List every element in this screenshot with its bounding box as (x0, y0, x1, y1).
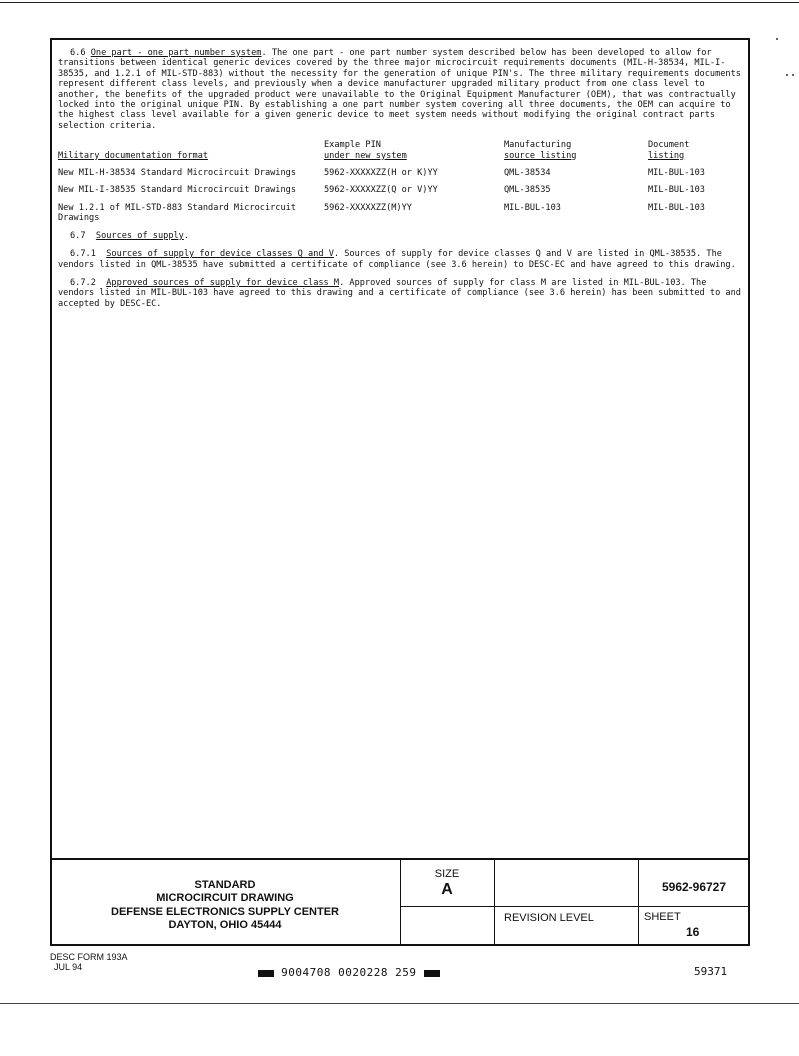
title-agency-name: DEFENSE ELECTRONICS SUPPLY CENTER (111, 906, 339, 918)
section-heading: One part - one part number system (90, 48, 262, 58)
form-name: DESC FORM 193A (50, 952, 128, 962)
cell-pin: 5962-XXXXXZZ(H or K)YY (324, 168, 438, 179)
header-example-pin-line1: Example PIN (324, 140, 381, 151)
cell-pin: 5962-XXXXXZZ(M)YY (324, 202, 412, 213)
cell-pin: 5962-XXXXXZZ(Q or V)YY (324, 185, 438, 196)
top-rule (0, 2, 799, 3)
scan-speck (786, 74, 788, 76)
sheet-number: 16 (686, 925, 700, 939)
title-agency-address: DAYTON, OHIO 45444 (168, 919, 282, 931)
cell-format: New MIL-H-38534 Standard Microcircuit Drawings (58, 168, 296, 179)
frame-number: 59371 (694, 965, 728, 978)
barcode-line (258, 966, 440, 979)
title-microcircuit-drawing: MICROCIRCUIT DRAWING (156, 892, 294, 904)
section-number: 6.6 (70, 48, 86, 58)
cell-doc: MIL-BUL-103 (648, 185, 705, 196)
barcode-text: 9004708 0020228 259 (281, 966, 417, 979)
section-body: . Sources of supply for device classes Q and V are listed in QML-38535. The vendors listed in QML-38535 have submitted a certificate of compliance (see 3.6 herein) to DESC-EC and have agreed to this drawing. (58, 249, 736, 270)
table-row (58, 185, 744, 202)
cell-source: MIL-BUL-103 (504, 202, 561, 213)
title-block-agency (50, 860, 400, 946)
pin-table (58, 140, 744, 230)
header-document-line2: listing (648, 150, 685, 161)
paragraph-6-7 (58, 231, 744, 241)
table-row (58, 168, 744, 185)
section-number: 6.7.1 (70, 249, 96, 260)
scan-speck (792, 74, 794, 76)
header-document-line1: Document (648, 140, 690, 151)
section-heading: Sources of supply (95, 230, 184, 241)
bottom-rule (0, 1003, 799, 1004)
section-end: . (183, 230, 190, 241)
table-row (58, 203, 744, 231)
section-body: . The one part - one part number system described below has been developed to allow for transitions between identical generic devices covered by the three major microcircuit requirements documents (MIL-H-38534, MIL-I-38535, and 1.2.1 of MIL-STD-883) without the necessity for the generation of unique PIN's. The three military requirements documents represent different class levels, and previously when a device manufacturer upgraded military product from one class level to another, the benefits of the upgraded product were unavailable to the Original Equipment Manufacturer (OEM), that was contractually locked into the original unique PIN. By establishing a one part number system covering all three documents, the OEM can acquire to the highest class level available for a given generic device to meet system needs without modifying the original contract parts selection criteria. (58, 48, 741, 131)
cell-format: New 1.2.1 of MIL-STD-883 Standard Microcircuit Drawings (58, 202, 296, 224)
scan-speck (776, 38, 778, 40)
header-manufacturing-line2: source listing (504, 150, 577, 161)
title-standard: STANDARD (194, 879, 256, 891)
paragraph-6-7-2 (58, 278, 744, 309)
section-body: . Approved sources of supply for class M are listed in MIL-BUL-103. The vendors listed in MIL-BUL-103 have agreed to this drawing and a certificate of compliance (see 3.6 herein) has been submitted to and accepted by DESC-EC. (58, 277, 741, 309)
section-heading: Sources of supply for device classes Q and V (106, 249, 334, 260)
cell-source: QML-38535 (504, 185, 551, 196)
revision-level-label: REVISION LEVEL (504, 912, 594, 924)
paragraph-6-7-1 (58, 249, 744, 270)
cell-doc: MIL-BUL-103 (648, 168, 705, 179)
size-label: SIZE (434, 868, 460, 880)
paragraph-6-6 (58, 48, 744, 131)
header-military-format: Military documentation format (58, 150, 209, 161)
sheet-label: SHEET (644, 911, 681, 923)
header-example-pin-line2: under new system (324, 150, 407, 161)
cell-doc: MIL-BUL-103 (648, 202, 705, 213)
document-body (58, 48, 744, 309)
document-number: 5962-96727 (661, 880, 727, 894)
barcode-block-left (258, 970, 274, 977)
form-date: JUL 94 (54, 962, 83, 972)
section-heading: Approved sources of supply for device class M (106, 277, 340, 288)
section-number: 6.7 (70, 230, 86, 241)
table-header-row (58, 140, 744, 168)
title-block (50, 858, 750, 946)
header-manufacturing-line1: Manufacturing (504, 140, 572, 151)
size-value: A (441, 881, 453, 898)
barcode-block-right (424, 970, 440, 977)
section-number: 6.7.2 (70, 277, 96, 288)
cell-format: New MIL-I-38535 Standard Microcircuit Drawings (58, 185, 296, 196)
cell-source: QML-38534 (504, 168, 551, 179)
